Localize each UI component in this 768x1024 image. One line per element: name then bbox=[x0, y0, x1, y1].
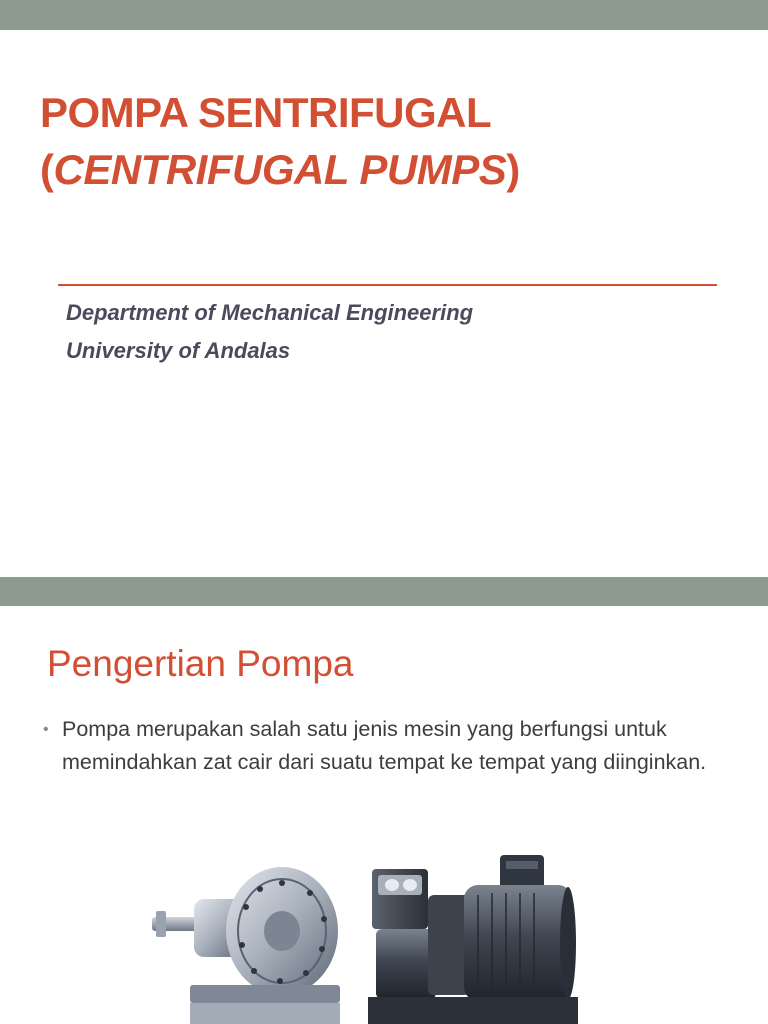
university-line: University of Andalas bbox=[66, 338, 291, 363]
content-slide bbox=[0, 577, 768, 1024]
department-line: Department of Mechanical Engineering bbox=[66, 300, 474, 325]
top-bar bbox=[0, 577, 768, 606]
top-bar bbox=[0, 0, 768, 30]
pump-image-right bbox=[368, 855, 578, 1024]
bullet-text: Pompa merupakan salah satu jenis mesin yang berfungsi untuk memindahkan zat cair dari suatu tempat ke tempat yang diinginkan. bbox=[62, 717, 707, 774]
slide-heading: Pengertian Pompa bbox=[47, 643, 354, 684]
pump-image-left bbox=[150, 855, 348, 1024]
title-divider bbox=[58, 284, 717, 286]
title-line-2 bbox=[40, 141, 740, 198]
title-paren-close: ) bbox=[506, 146, 520, 193]
subtitle bbox=[66, 294, 473, 370]
bullet-item bbox=[43, 713, 733, 779]
title-line-1: POMPA SENTRIFUGAL bbox=[40, 89, 492, 136]
bullet-dot: • bbox=[43, 721, 49, 738]
title-italic: CENTRIFUGAL PUMPS bbox=[53, 146, 507, 193]
title-paren-open: ( bbox=[40, 146, 54, 193]
slide-title bbox=[40, 84, 740, 198]
